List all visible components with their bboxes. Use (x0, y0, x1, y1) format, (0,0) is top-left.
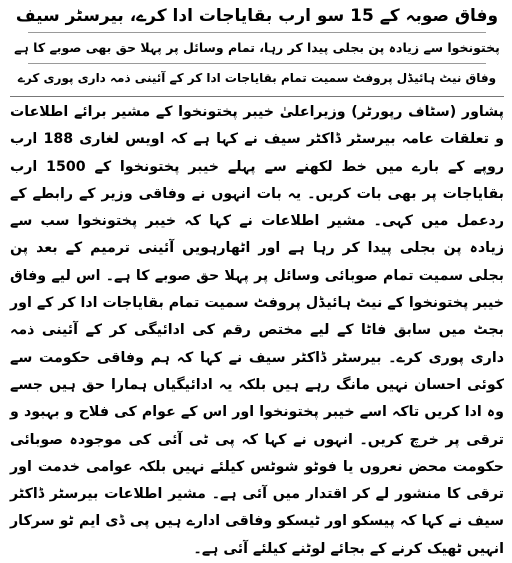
body-divider (10, 96, 504, 97)
article-body: پشاور (سٹاف رپورٹر) وزیراعلیٰ خیبر پختونخوا کے مشیر برائے اطلاعات و تعلقات عامہ بیرسٹر ڈاکٹر سیف نے کہا ہے کہ اویس لغاری 188 ارب روپے کے بارے میں خط لکھنے سے پہلے خیبر پختونخوا کے 1500 ارب بقایاجات پر بھی بات کریں۔ یہ بات انہوں نے وفاقی وزیر کے رابطے کے ردعمل میں کہی۔ مشیر اطلاعات نے کہا کہ خیبر پختونخوا سب سے زیادہ پن بجلی پیدا کر رہا ہے اور اٹھارہویں آئینی ترمیم کے بعد پن بجلی سمیت تمام صوبائی وسائل پر پہلا حق صوبے کا ہے۔ اس لیے وفاق خیبر پختونخوا کے نیٹ ہائیڈل پروفٹ سمیت تمام بقایاجات ادا کر کے اور بجٹ میں سابق فاٹا کے لیے مختص رقم کی ادائیگی کر کے آئینی ذمہ داری پوری کرے۔ بیرسٹر ڈاکٹر سیف نے کہا کہ ہم وفاقی حکومت سے کوئی احسان نہیں مانگ رہے ہیں بلکہ یہ ادائیگیاں ہمارا حق ہیں جسے وہ ادا کریں تاکہ اسے خیبر پختونخوا اور اس کے عوام کی فلاح و بہبود و ترقی پر خرچ کریں۔ انہوں نے کہا کہ پی ٹی آئی کی موجودہ صوبائی حکومت محض نعروں یا فوٹو شوٹس کیلئے نہیں بلکہ عوامی خدمت اور ترقی کا منشور لے کر اقتدار میں آئی ہے۔ مشیر اطلاعات بیرسٹر ڈاکٹر سیف نے کہا کہ پیسکو اور ٹیسکو وفاقی ادارے ہیں پی ڈی ایم ٹو سرکار انہیں ٹھیک کرنے کے بجائے لوٹنے کیلئے آئی ہے۔ (10, 104, 504, 557)
headline-sub-2: وفاق نیٹ ہائیڈل پروفٹ سمیت تمام بقایاجات ادا کر کے آئینی ذمہ داری پوری کرے (17, 71, 497, 85)
headline-sub-1: پختونخوا سے زیادہ پن بجلی پیدا کر رہا، تمام وسائل پر پہلا حق بھی صوبے کا ہے (14, 40, 500, 55)
headline-main: وفاق صوبہ کے 15 سو ارب بقایاجات ادا کرے، بیرسٹر سیف (15, 6, 499, 26)
